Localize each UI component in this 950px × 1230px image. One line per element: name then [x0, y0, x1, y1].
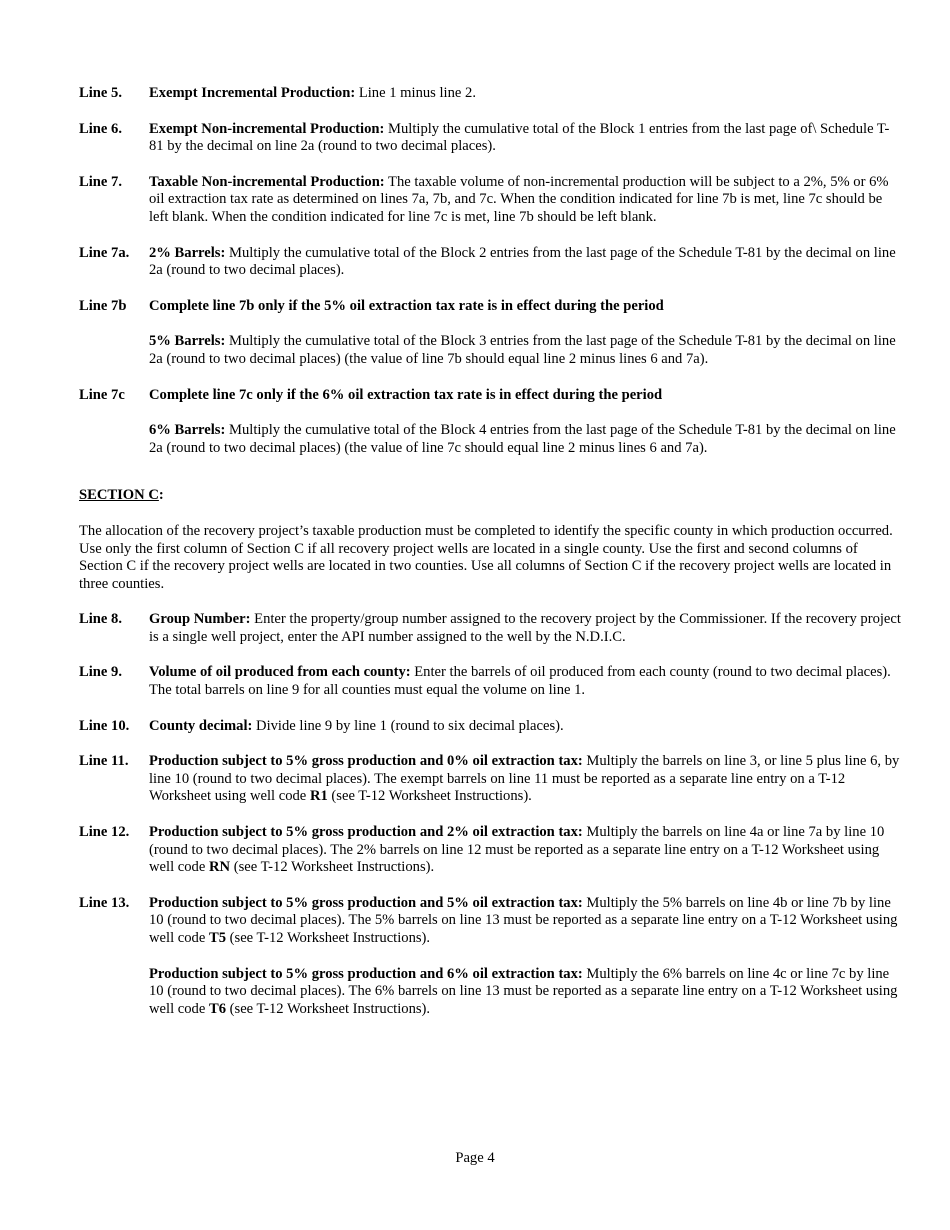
page-number: Page 4	[455, 1150, 495, 1166]
line-8-entry	[79, 611, 902, 646]
line-label: Line 13.	[79, 894, 130, 911]
document-page	[79, 85, 902, 1036]
line-label: Line 7.	[79, 173, 122, 190]
line-body	[149, 85, 902, 103]
line-body	[149, 895, 902, 948]
line-title: Taxable Non-incremental Production:	[149, 173, 385, 190]
detail-text: Multiply the 6% barrels on line 4c or line 7c by line 10 (round to two decimal places). The 6% barrels on line 13 must be reported as a separate line entry on a T-12 Worksheet using well code	[149, 965, 898, 1017]
line-body	[149, 664, 902, 699]
line-text: Multiply the barrels on line 4a or line 7a by line 10 (round to two decimal places). The 2% barrels on line 12 must be reported as a separate line entry on a T-12 Worksheet using well code	[149, 824, 885, 876]
line-body	[149, 753, 902, 806]
detail-title: 6% Barrels:	[149, 422, 226, 439]
detail-title: Production subject to 5% gross production and 6% oil extraction tax:	[149, 965, 583, 982]
section-c-heading	[79, 487, 902, 505]
line-body	[149, 824, 902, 877]
detail-text: Multiply the cumulative total of the Block 3 entries from the last page of the Schedule T-81 by the decimal on line 2a (round to two decimal places) (the value of line 7b should equal line 2 minus lines 6 and 7a).	[149, 333, 896, 367]
line-10-entry	[79, 718, 902, 736]
line-7b-detail	[149, 333, 902, 368]
line-body	[149, 611, 902, 646]
line-text-end: (see T-12 Worksheet Instructions).	[327, 788, 532, 805]
line-11-entry	[79, 753, 902, 806]
line-title: Production subject to 5% gross production and 2% oil extraction tax:	[149, 824, 583, 841]
line-body	[149, 298, 902, 316]
line-title: Production subject to 5% gross production and 0% oil extraction tax:	[149, 753, 583, 770]
line-7c-detail	[149, 422, 902, 457]
line-text: The taxable volume of non-incremental production will be subject to a 2%, 5% or 6% oil extraction tax rate as determined on lines 7a, 7b, and 7c. When the condition indicated for line 7b is met, line 7c should be left blank. When the condition indicated for line 7c is met, line 7b should be left blank.	[149, 173, 889, 225]
line-title: 2% Barrels:	[149, 244, 226, 261]
section-c-colon: :	[158, 487, 164, 504]
line-label: Line 12.	[79, 824, 130, 841]
line-title: Complete line 7c only if the 6% oil extraction tax rate is in effect during the period	[149, 386, 663, 403]
line-title: Volume of oil produced from each county:	[149, 664, 411, 681]
line-5-entry	[79, 85, 902, 103]
well-code: T6	[208, 1000, 227, 1017]
line-body	[149, 121, 902, 156]
line-label: Line 8.	[79, 611, 122, 628]
line-title: Production subject to 5% gross production and 5% oil extraction tax:	[149, 894, 583, 911]
line-7-entry	[79, 174, 902, 227]
line-13-detail	[149, 966, 902, 1019]
line-label: Line 5.	[79, 85, 122, 101]
well-code: R1	[309, 788, 328, 805]
line-text: Enter the property/group number assigned to the recovery project by the Commissioner. If the recovery project is a single well project, enter the API number assigned to the well by the N.D.I.C.	[149, 611, 901, 645]
line-label: Line 10.	[79, 717, 130, 734]
line-label: Line 7c	[79, 386, 125, 403]
line-7a-entry	[79, 245, 902, 280]
line-label: Line 9.	[79, 664, 122, 681]
line-7b-entry	[79, 298, 902, 316]
line-13-entry	[79, 895, 902, 948]
well-code: RN	[208, 859, 231, 876]
line-label: Line 6.	[79, 120, 122, 137]
line-7c-entry	[79, 387, 902, 405]
line-text: Multiply the cumulative total of the Block 2 entries from the last page of the Schedule T-81 by the decimal on line 2a (round to two decimal places).	[149, 244, 896, 279]
line-text: Enter the barrels of oil produced from each county (round to two decimal places). The total barrels on line 9 for all counties must equal the volume on line 1.	[149, 664, 891, 699]
section-c-title: SECTION C	[79, 487, 159, 504]
line-12-entry	[79, 824, 902, 877]
line-body	[149, 718, 902, 736]
well-code: T5	[208, 930, 227, 946]
line-label: Line 11.	[79, 753, 129, 770]
line-text: Divide line 9 by line 1 (round to six decimal places).	[252, 717, 564, 734]
line-text: Multiply the 5% barrels on line 4b or line 7b by line 10 (round to two decimal places). The 5% barrels on line 13 must be reported as a separate line entry on a T-12 Worksheet using well code	[149, 894, 898, 946]
line-title: Exempt Incremental Production:	[149, 85, 356, 101]
line-title: Group Number:	[149, 611, 251, 628]
line-title: Complete line 7b only if the 5% oil extraction tax rate is in effect during the period	[149, 297, 664, 314]
line-title: County decimal:	[149, 717, 253, 734]
detail-title: 5% Barrels:	[149, 333, 226, 350]
line-text-end: (see T-12 Worksheet Instructions).	[230, 859, 435, 876]
line-title: Exempt Non-incremental Production:	[149, 120, 385, 137]
line-6-entry	[79, 121, 902, 156]
line-body	[149, 387, 902, 405]
line-label: Line 7a.	[79, 244, 130, 261]
detail-text: Multiply the cumulative total of the Block 4 entries from the last page of the Schedule T-81 by the decimal on line 2a (round to two decimal places) (the value of line 7c should equal line 2 minus lines 6 and 7a).	[149, 422, 896, 456]
line-label: Line 7b	[79, 297, 127, 314]
line-text-end: (see T-12 Worksheet Instructions).	[226, 930, 431, 946]
line-text: Line 1 minus line 2.	[355, 85, 476, 101]
line-9-entry	[79, 664, 902, 699]
line-text: Multiply the cumulative total of the Block 1 entries from the last page of\ Schedule T-81 by the decimal on line 2a (round to two decimal places).	[149, 120, 890, 155]
section-c-intro: The allocation of the recovery project’s taxable production must be completed to identify the specific county in which production occurred. Use only the first column of Section C if all recovery project wells are located in a single county. Use the first and second columns of Section C if the recovery project wells are located in two counties. Use all columns of Section C if the recovery project wells are located in three counties.	[79, 522, 893, 592]
detail-text-end: (see T-12 Worksheet Instructions).	[226, 1000, 431, 1017]
line-text: Multiply the barrels on line 3, or line 5 plus line 6, by line 10 (round to two decimal places). The exempt barrels on line 11 must be reported as a separate line entry on a T-12 Worksheet using well code	[149, 753, 900, 805]
line-body	[149, 174, 902, 227]
line-body	[149, 245, 902, 280]
